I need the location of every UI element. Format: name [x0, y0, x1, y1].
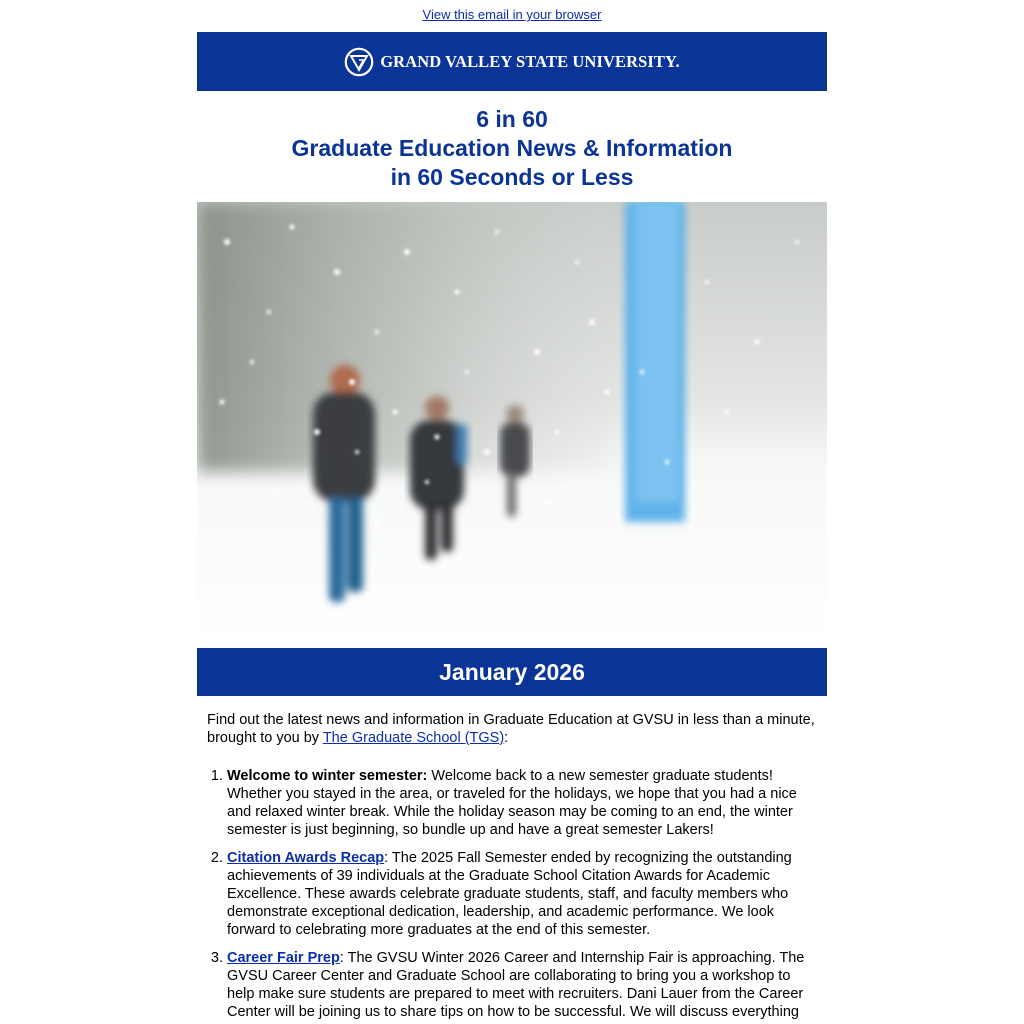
header-banner [197, 32, 827, 91]
title-line-3: in 60 Seconds or Less [390, 164, 634, 190]
logo-wordmark: GRAND VALLEY STATE UNIVERSITY. [380, 51, 680, 71]
hero-image [197, 202, 827, 643]
browser-link-bar [0, 0, 1024, 32]
news-item-body: : The 2025 Fall Semester ended by recognizing the outstanding achievements of 39 individuals at the Graduate School Citation Awards for Academic Excellence. These awards celebrate graduate students, staff, and faculty members who demonstrate exceptional dedication, leadership, and academic performance. We look forward to celebrating more graduates at the end of this semester. [227, 850, 792, 938]
view-in-browser-link[interactable]: View this email in your browser [422, 7, 602, 22]
career-fair-prep-link[interactable]: Career Fair Prep [227, 950, 340, 966]
title-line-2: Graduate Education News & Information [291, 135, 733, 161]
news-item-citation-awards [227, 849, 817, 939]
intro-paragraph [207, 711, 817, 747]
news-item-body: Welcome back to a new semester graduate students! Whether you stayed in the area, or traveled for the holidays, we hope that you had a nice and relaxed winter break. While the holiday season may be coming to an end, the winter semester is just beginning, so bundle up and have a great semester Lakers! [227, 768, 797, 838]
graduate-school-link[interactable]: The Graduate School (TGS) [322, 730, 505, 746]
news-item-welcome [227, 767, 817, 839]
title-line-1: 6 in 60 [476, 106, 548, 132]
intro-suffix: : [504, 730, 509, 746]
news-item-body: : The GVSU Winter 2026 Career and Internship Fair is approaching. The GVSU Career Center and Graduate School are collaborating to bring you a workshop to help make sure students are prepared to meet with recruiters. Dani Lauer from the Career Center will be joining us to share tips on how to be successful. We will discuss everything [227, 950, 805, 1020]
citation-awards-recap-link[interactable]: Citation Awards Recap [227, 850, 385, 866]
news-item-career-fair [227, 949, 817, 1021]
month-banner: January 2026 [197, 648, 827, 696]
gvsu-logo-icon [344, 47, 374, 77]
newsletter-title [197, 91, 827, 202]
newsletter-body [197, 696, 827, 1021]
email-container [197, 32, 827, 1021]
news-list [207, 767, 817, 1021]
intro-text: Find out the latest news and information in Graduate Education at GVSU in less than a minute, brought to you by [207, 712, 815, 746]
news-item-heading: Welcome to winter semester: [227, 768, 428, 784]
